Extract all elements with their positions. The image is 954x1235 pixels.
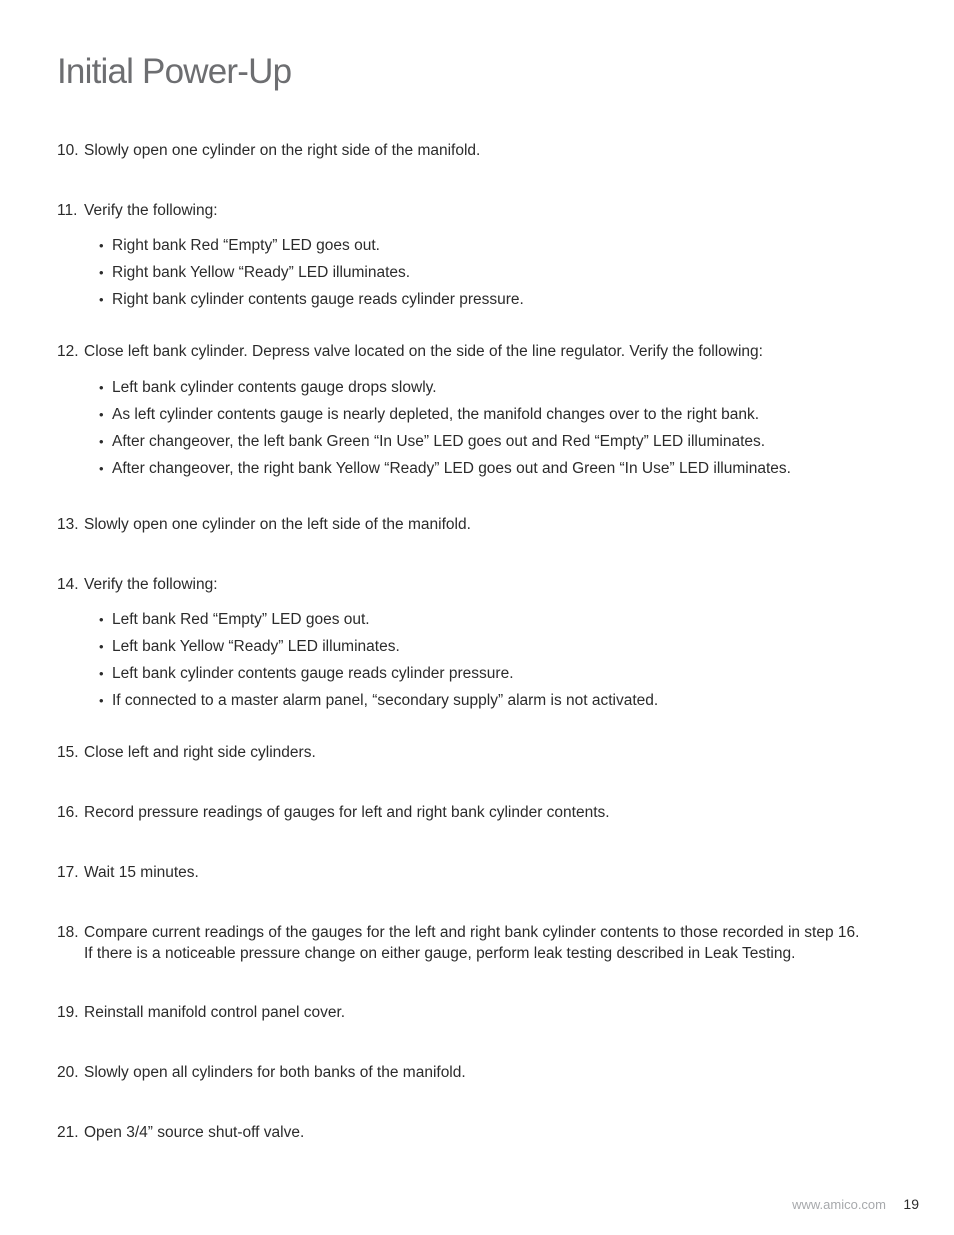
step-13 — [57, 514, 907, 535]
step-text: Slowly open one cylinder on the right side of the manifold. — [84, 142, 481, 159]
step-text: Close left bank cylinder. Depress valve located on the side of the line regulator. Verify the following: — [84, 343, 763, 360]
step-number: 18. — [57, 924, 79, 941]
bullet-dot-icon: • — [99, 265, 104, 280]
step-number: 20. — [57, 1064, 79, 1081]
bullet-dot-icon: • — [99, 434, 104, 449]
bullet-dot-icon: • — [99, 380, 104, 395]
step-number: 11. — [57, 202, 78, 219]
bullet-item: • Right bank Red “Empty” LED goes out. — [99, 232, 899, 259]
bullet-item: • After changeover, the left bank Green “In Use” LED goes out and Red “Empty” LED illuminates. — [99, 428, 899, 455]
step-text: Compare current readings of the gauges for the left and right bank cylinder contents to those recorded in step 16. — [84, 924, 860, 941]
step-20 — [57, 1062, 907, 1083]
step-text: Slowly open one cylinder on the left side of the manifold. — [84, 516, 471, 533]
bullet-dot-icon: • — [99, 238, 104, 253]
step-text: Verify the following: — [84, 576, 218, 593]
step-number: 19. — [57, 1004, 79, 1021]
bullet-item: • Left bank cylinder contents gauge drops slowly. — [99, 374, 899, 401]
page-title: Initial Power-Up — [57, 52, 292, 91]
footer-url: www.amico.com — [792, 1197, 886, 1212]
step-number: 21. — [57, 1124, 79, 1141]
step-number: 10. — [57, 142, 79, 159]
step-15 — [57, 742, 907, 763]
bullet-item: • After changeover, the right bank Yellow “Ready” LED goes out and Green “In Use” LED illuminates. — [99, 455, 899, 482]
step-number: 12. — [57, 343, 79, 360]
page-number: 19 — [903, 1196, 919, 1212]
bullet-dot-icon: • — [99, 612, 104, 627]
step-number: 13. — [57, 516, 79, 533]
bullet-item: • If connected to a master alarm panel, “secondary supply” alarm is not activated. — [99, 687, 899, 714]
step-21 — [57, 1122, 907, 1143]
step-number: 16. — [57, 804, 79, 821]
bullet-dot-icon: • — [99, 666, 104, 681]
step-text: Record pressure readings of gauges for left and right bank cylinder contents. — [84, 804, 610, 821]
step-12 — [57, 341, 907, 362]
step-number: 15. — [57, 744, 79, 761]
bullet-dot-icon: • — [99, 461, 104, 476]
bullet-item: • As left cylinder contents gauge is nearly depleted, the manifold changes over to the right bank. — [99, 401, 899, 428]
step-text: Verify the following: — [84, 202, 218, 219]
step-10 — [57, 140, 907, 161]
step-18 — [57, 922, 907, 964]
step-text-continued: If there is a noticeable pressure change on either gauge, perform leak testing described in Leak Testing. — [84, 945, 796, 962]
bullet-item: • Left bank Yellow “Ready” LED illuminates. — [99, 633, 899, 660]
bullet-item: • Right bank cylinder contents gauge reads cylinder pressure. — [99, 286, 899, 313]
bullet-item: • Left bank cylinder contents gauge reads cylinder pressure. — [99, 660, 899, 687]
step-11 — [57, 200, 907, 221]
bullet-dot-icon: • — [99, 292, 104, 307]
bullet-item: • Left bank Red “Empty” LED goes out. — [99, 606, 899, 633]
step-text: Close left and right side cylinders. — [84, 744, 316, 761]
step-text: Reinstall manifold control panel cover. — [84, 1004, 346, 1021]
step-16 — [57, 802, 907, 823]
bullet-dot-icon: • — [99, 693, 104, 708]
bullet-item: • Right bank Yellow “Ready” LED illuminates. — [99, 259, 899, 286]
step-14 — [57, 574, 907, 595]
bullet-list — [99, 606, 899, 714]
step-text: Wait 15 minutes. — [84, 864, 199, 881]
step-number: 17. — [57, 864, 79, 881]
bullet-dot-icon: • — [99, 407, 104, 422]
step-text: Open 3/4” source shut-off valve. — [84, 1124, 305, 1141]
bullet-dot-icon: • — [99, 639, 104, 654]
step-19 — [57, 1002, 907, 1023]
step-number: 14. — [57, 576, 79, 593]
bullet-list — [99, 232, 899, 313]
step-17 — [57, 862, 907, 883]
step-text: Slowly open all cylinders for both banks of the manifold. — [84, 1064, 466, 1081]
bullet-list — [99, 374, 899, 482]
